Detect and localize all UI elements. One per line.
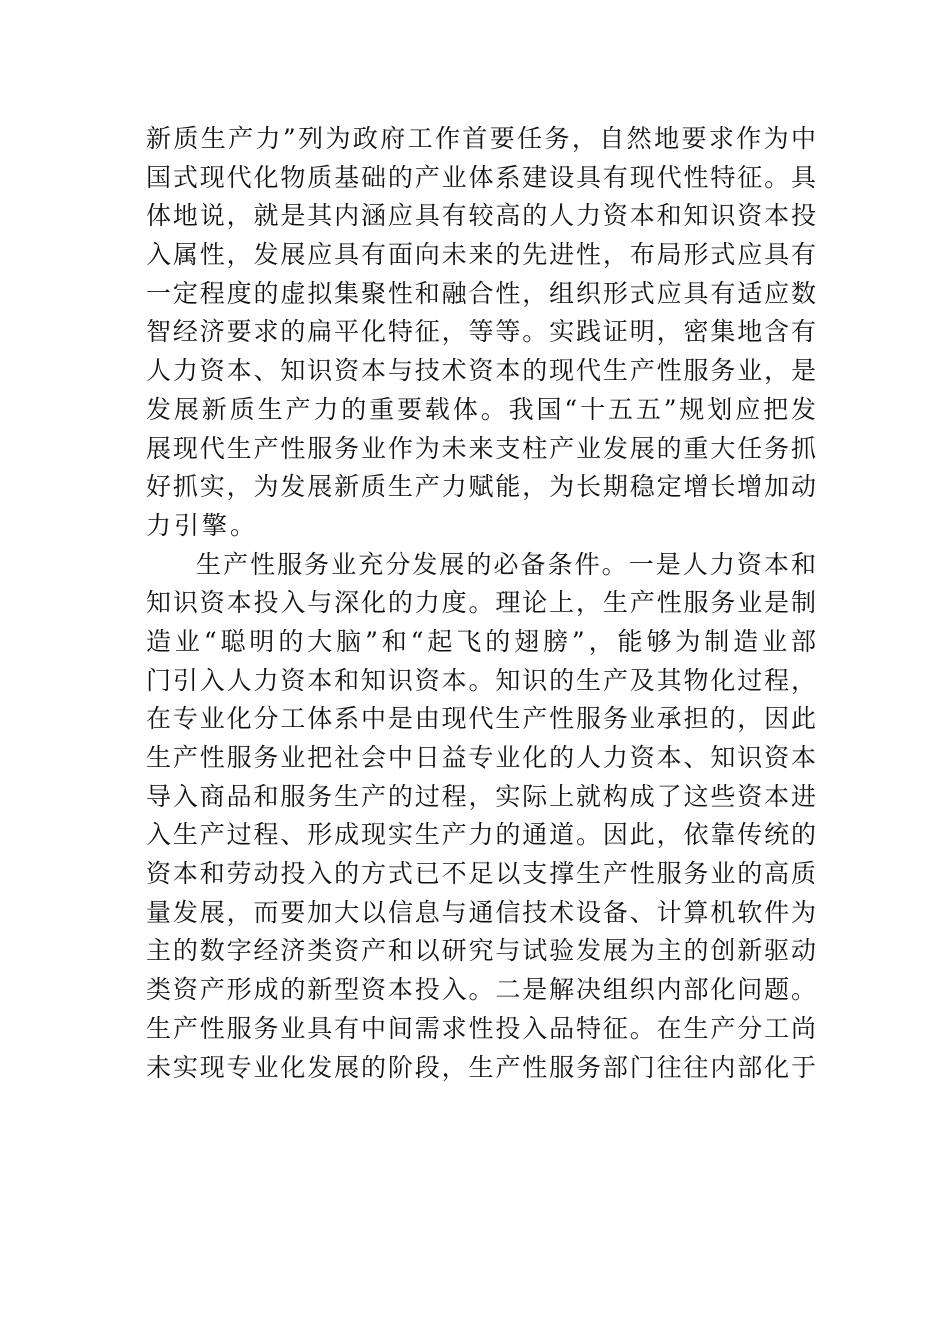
- text-line: 好抓实，为发展新质生产力赋能，为长期稳定增长增加动: [146, 472, 816, 502]
- text-line: 知识资本投入与深化的力度。理论上，生产性服务业是制: [146, 588, 816, 618]
- paragraph: [146, 120, 816, 546]
- text-line: 国式现代化物质基础的产业体系建设具有现代性特征。具: [146, 162, 816, 192]
- text-line: 主的数字经济类资产和以研究与试验发展为主的创新驱动: [146, 936, 816, 966]
- text-line: 生产性服务业具有中间需求性投入品特征。在生产分工尚: [146, 1013, 816, 1043]
- text-line: 体地说，就是其内涵应具有较高的人力资本和知识资本投: [146, 201, 816, 231]
- text-line: 人力资本、知识资本与技术资本的现代生产性服务业，是: [146, 356, 816, 386]
- text-line: 导入商品和服务生产的过程，实际上就构成了这些资本进: [146, 781, 816, 811]
- text-line: 类资产形成的新型资本投入。二是解决组织内部化问题。: [146, 975, 816, 1005]
- text-line: 资本和劳动投入的方式已不足以支撑生产性服务业的高质: [146, 859, 816, 889]
- paragraph: [146, 546, 816, 1088]
- text-line: 入属性，发展应具有面向未来的先进性，布局形式应具有: [146, 240, 816, 270]
- text-line: 展现代生产性服务业作为未来支柱产业发展的重大任务抓: [146, 433, 816, 463]
- body-text: [146, 120, 816, 1087]
- text-line: 量发展，而要加大以信息与通信技术设备、计算机软件为: [146, 897, 816, 927]
- text-line: 入生产过程、形成现实生产力的通道。因此，依靠传统的: [146, 820, 816, 850]
- text-line: 生产性服务业充分发展的必备条件。一是人力资本和: [196, 549, 816, 579]
- text-line: 智经济要求的扁平化特征，等等。实践证明，密集地含有: [146, 317, 816, 347]
- text-line: 门引入人力资本和知识资本。知识的生产及其物化过程，: [146, 665, 816, 695]
- text-line: 新质生产力”列为政府工作首要任务，自然地要求作为中: [146, 124, 816, 153]
- text-line: 力引擎。: [146, 510, 259, 540]
- text-line: 造业“聪明的大脑”和“起飞的翅膀”，能够为制造业部: [146, 626, 816, 656]
- text-line: 生产性服务业把社会中日益专业化的人力资本、知识资本: [146, 743, 816, 772]
- text-line: 在专业化分工体系中是由现代生产性服务业承担的，因此: [146, 704, 816, 734]
- text-line: 未实现专业化发展的阶段，生产性服务部门往往内部化于: [146, 1052, 816, 1082]
- text-line: 一定程度的虚拟集聚性和融合性，组织形式应具有适应数: [146, 278, 816, 308]
- text-line: 发展新质生产力的重要载体。我国“十五五”规划应把发: [146, 394, 816, 424]
